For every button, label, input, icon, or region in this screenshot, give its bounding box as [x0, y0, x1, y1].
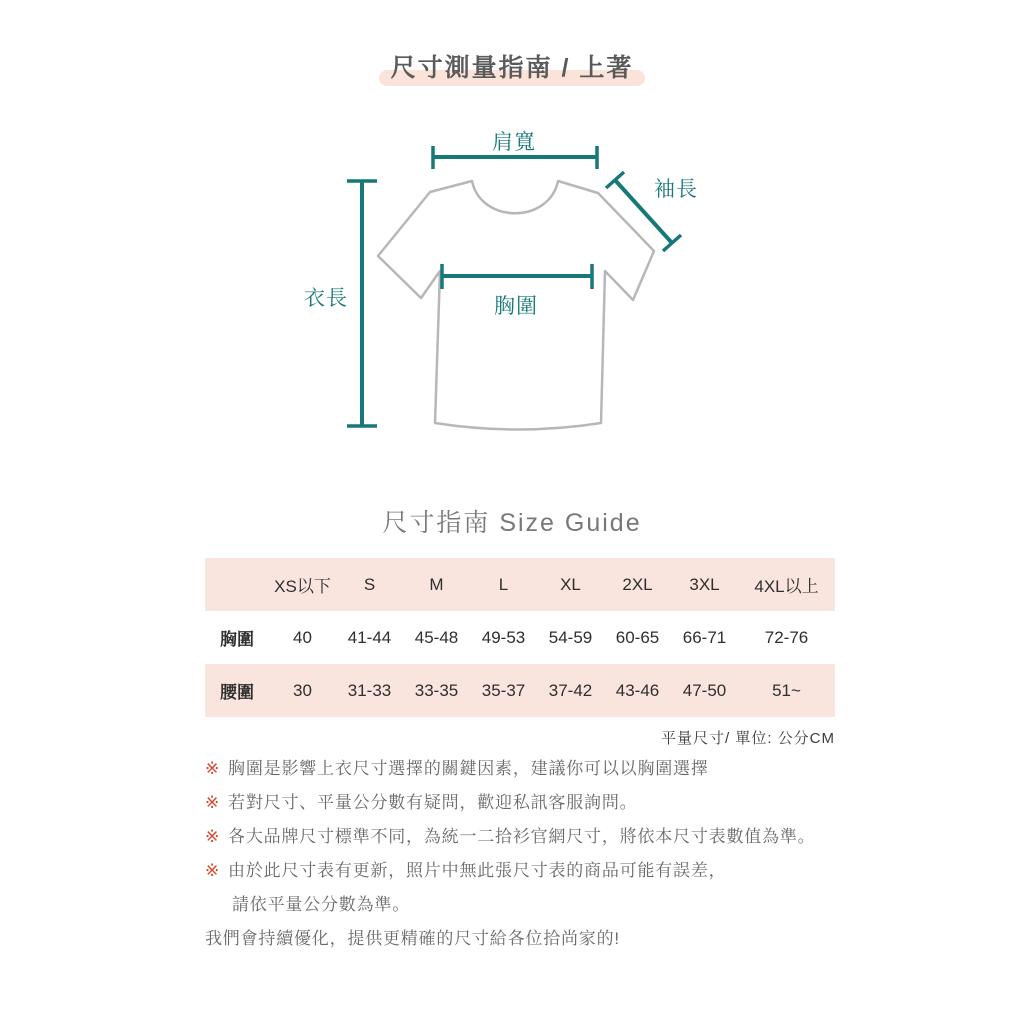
- note-item-1: [205, 757, 865, 791]
- size-table: [205, 558, 835, 717]
- chest-l: 49-53: [470, 611, 537, 664]
- header-4xl: 4XL以上: [738, 558, 835, 611]
- note-item-2: [205, 791, 865, 825]
- header-xl: XL: [537, 558, 604, 611]
- garment-length-label: 衣長: [304, 287, 348, 310]
- note-text: 各大品牌尺寸標準不同，為統一二拾衫官網尺寸，將依本尺寸表數值為準。: [228, 827, 816, 846]
- chest-s: 41-44: [336, 611, 403, 664]
- waist-4xl: 51~: [738, 664, 835, 717]
- page-title-wrap: [0, 52, 1024, 84]
- note-marker-icon: ※: [205, 861, 221, 880]
- note-marker-icon: ※: [205, 759, 221, 778]
- closing-note: [205, 927, 865, 961]
- chest-2xl: 60-65: [604, 611, 671, 664]
- page-title: [391, 52, 634, 84]
- header-l: L: [470, 558, 537, 611]
- chest-m: 45-48: [403, 611, 470, 664]
- note-text: 我們會持續優化，提供更精確的尺寸給各位拾尚家的!: [205, 929, 620, 948]
- note-text: 若對尺寸、平量公分數有疑問，歡迎私訊客服詢問。: [228, 793, 638, 812]
- note-item-4-continuation: [205, 893, 865, 927]
- note-item-4: [205, 859, 865, 893]
- note-item-3: [205, 825, 865, 859]
- header-empty-cell: [205, 558, 269, 611]
- waist-2xl: 43-46: [604, 664, 671, 717]
- notes-list: [205, 757, 865, 961]
- note-text: 請依平量公分數為準。: [232, 895, 410, 914]
- table-row-chest: [205, 611, 835, 664]
- page-title-text: 尺寸測量指南 / 上著: [390, 54, 634, 82]
- waist-l: 35-37: [470, 664, 537, 717]
- row-label-waist: 腰圍: [205, 664, 269, 717]
- note-marker-icon: ※: [205, 793, 221, 812]
- table-row-waist: [205, 664, 835, 717]
- note-marker-icon: ※: [205, 827, 221, 846]
- note-text: 胸圍是影響上衣尺寸選擇的關鍵因素，建議你可以以胸圍選擇: [228, 759, 709, 778]
- length-measure-line: [347, 181, 377, 426]
- header-s: S: [336, 558, 403, 611]
- shoulder-width-label: 肩寬: [492, 131, 536, 154]
- chest-xs: 40: [269, 611, 336, 664]
- row-label-chest: 胸圍: [205, 611, 269, 664]
- header-2xl: 2XL: [604, 558, 671, 611]
- waist-xs: 30: [269, 664, 336, 717]
- note-text: 由於此尺寸表有更新，照片中無此張尺寸表的商品可能有誤差，: [228, 861, 727, 880]
- tshirt-measure-diagram: [300, 115, 750, 460]
- chest-label: 胸圍: [494, 295, 538, 318]
- waist-xl: 37-42: [537, 664, 604, 717]
- waist-s: 31-33: [336, 664, 403, 717]
- chest-3xl: 66-71: [671, 611, 738, 664]
- header-xs: XS以下: [269, 558, 336, 611]
- sleeve-length-label: 袖長: [654, 178, 698, 201]
- measurement-unit-note: 平量尺寸/ 單位: 公分CM: [661, 730, 835, 747]
- header-3xl: 3XL: [671, 558, 738, 611]
- section-title: 尺寸指南 Size Guide: [382, 509, 642, 537]
- header-m: M: [403, 558, 470, 611]
- size-table-header-row: [205, 558, 835, 611]
- waist-m: 33-35: [403, 664, 470, 717]
- chest-xl: 54-59: [537, 611, 604, 664]
- waist-3xl: 47-50: [671, 664, 738, 717]
- chest-4xl: 72-76: [738, 611, 835, 664]
